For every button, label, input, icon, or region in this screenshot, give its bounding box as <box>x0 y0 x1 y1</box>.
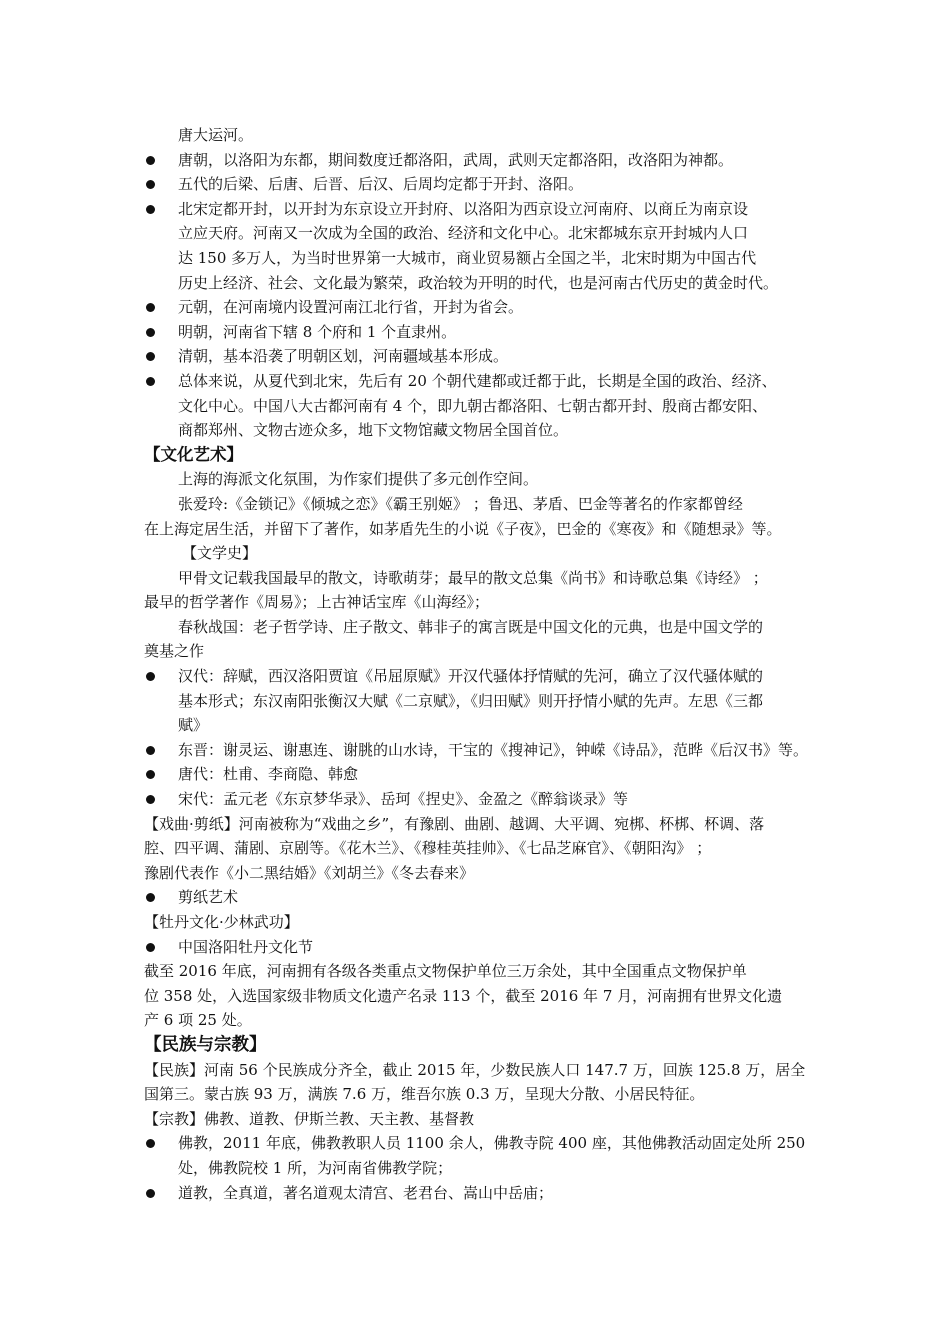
bullet-icon <box>146 205 155 214</box>
list-item-text: 基本形式；东汉南阳张衡汉大赋《二京赋》，《归田赋》则开抒情小赋的先声。左思《三都 <box>178 691 764 710</box>
list-item <box>144 1131 820 1180</box>
list-item-text: 历史上经济、社会、文化最为繁荣，政治较为开明的时代，也是河南古代历史的黄金时代。 <box>178 273 779 292</box>
culture-paragraph: 在上海定居生活，并留下了著作，如茅盾先生的小说《子夜》，巴金的《寒夜》和《随想录》等。 <box>144 519 782 538</box>
section-heading-culture: 【文化艺术】 <box>144 444 243 464</box>
bullet-icon <box>146 943 155 952</box>
ethnic-paragraph: 【民族】河南 56 个民族成分齐全，截止 2015 年，少数民族人口 147.7 万，回族 125.8 万，居全 <box>144 1060 806 1079</box>
list-item <box>144 738 820 763</box>
bullet-icon <box>146 352 155 361</box>
literature-paragraph: 春秋战国：老子哲学诗、庄子散文、韩非子的寓言既是中国文化的元典，也是中国文学的 <box>178 617 764 636</box>
religion-bullet-list <box>144 1131 820 1205</box>
bullet-icon <box>146 672 155 681</box>
bullet-icon <box>146 893 155 902</box>
subsection-heading-peony: 【牡丹文化·少林武功】 <box>144 913 299 931</box>
bullet-icon <box>146 156 155 165</box>
heritage-paragraph: 产 6 项 25 处。 <box>144 1011 252 1030</box>
list-item <box>144 664 820 738</box>
culture-paragraph: 张爱玲:《金锁记》《倾城之恋》《霸王别姬》 ；鲁迅、茅盾、巴金等著名的作家都曾经 <box>178 494 743 513</box>
list-item-text: 赋》 <box>178 716 209 735</box>
culture-paragraph: 上海的海派文化氛围，为作家们提供了多元创作空间。 <box>178 470 539 489</box>
list-item-text: 北宋定都开封，以开封为东京设立开封府、以洛阳为西京设立河南府、以商丘为南京设 <box>178 199 749 218</box>
list-item-text: 唐代：杜甫、李商隐、韩愈 <box>178 765 359 784</box>
list-item-text: 商都郑州、文物古迹众多，地下文物馆藏文物居全国首位。 <box>178 421 569 440</box>
opera-paragraph: 腔、四平调、蒲剧、京剧等。《花木兰》、《穆桂英挂帅》、《七品芝麻官》、《朝阳沟》 ； <box>144 839 712 858</box>
bullet-icon <box>146 770 155 779</box>
list-item <box>144 1181 820 1206</box>
ethnic-paragraph: 国第三。蒙古族 93 万，满族 7.6 万，维吾尔族 0.3 万，呈现大分散、小居民特征。 <box>144 1085 705 1104</box>
list-item <box>144 762 820 787</box>
list-item-text: 宋代：孟元老《东京梦华录》、岳珂《捏史》、金盈之《醉翁谈录》等 <box>178 790 629 809</box>
history-bullet-list <box>144 148 820 443</box>
bullet-icon <box>146 303 155 312</box>
list-item <box>144 885 820 910</box>
list-item-text: 元朝，在河南境内设置河南江北行省，开封为省会。 <box>178 298 524 317</box>
list-item <box>144 787 820 812</box>
section-heading-ethnic: 【民族与宗教】 <box>144 1034 267 1055</box>
bullet-icon <box>146 180 155 189</box>
list-item-text: 汉代：辞赋，西汉洛阳贾谊《吊屈原赋》开汉代骚体抒情赋的先河，确立了汉代骚体赋的 <box>178 667 764 686</box>
bullet-icon <box>146 1189 155 1198</box>
list-item <box>144 295 820 320</box>
bullet-icon <box>146 1139 155 1148</box>
heritage-paragraph: 截至 2016 年底，河南拥有各级各类重点文物保护单位三万余处，其中全国重点文物保护单 <box>144 962 747 981</box>
list-item-text: 达 150 多万人，为当时世界第一大城市，商业贸易额占全国之半，北宋时期为中国古代 <box>178 248 757 267</box>
opera-paragraph: 【戏曲·剪纸】河南被称为“戏曲之乡”，有豫剧、曲剧、越调、大平调、宛梆、杯梆、杯调、落 <box>144 814 765 833</box>
literature-paragraph: 甲骨文记载我国最早的散文，诗歌萌芽；最早的散文总集《尚书》和诗歌总集《诗经》 ； <box>178 568 768 587</box>
list-item-text: 中国洛阳牡丹文化节 <box>178 937 314 956</box>
literature-paragraph: 最早的哲学著作《周易》；上古神话宝库《山海经》； <box>144 593 490 612</box>
list-item-text: 明朝，河南省下辖 8 个府和 1 个直隶州。 <box>178 322 457 341</box>
heritage-paragraph: 位 358 处，入选国家级非物质文化遗产名录 113 个，截至 2016 年 7 月，河南拥有世界文化遗 <box>144 986 783 1005</box>
list-item-text: 总体来说，从夏代到北宋，先后有 20 个朝代建都或迁都于此，长期是全国的政治、经济、 <box>178 371 777 390</box>
list-item-text: 五代的后梁、后唐、后晋、后汉、后周均定都于开封、洛阳。 <box>178 175 584 194</box>
list-item <box>144 369 820 443</box>
list-item-text: 佛教，2011 年底，佛教教职人员 1100 余人，佛教寺院 400 座，其他佛教活动固定处所 250 <box>178 1134 806 1153</box>
list-item-text: 清朝，基本沿袭了明朝区划，河南疆域基本形成。 <box>178 347 509 366</box>
document-body <box>144 123 820 1205</box>
religion-paragraph: 【宗教】佛教、道教、伊斯兰教、天主教、基督教 <box>144 1109 475 1128</box>
list-item <box>144 148 820 173</box>
bullet-icon <box>146 328 155 337</box>
list-item-text: 剪纸艺术 <box>178 888 239 907</box>
list-item-text: 唐朝，以洛阳为东都，期间数度迁都洛阳，武周，武则天定都洛阳，改洛阳为神都。 <box>178 150 734 169</box>
list-item <box>144 320 820 345</box>
list-item-text: 东晋：谢灵运、谢惠连、谢朓的山水诗，干宝的《搜神记》，钟嵘《诗品》，范晔《后汉书》等。 <box>178 740 809 759</box>
list-item-text: 处，佛教院校 1 所，为河南省佛教学院； <box>178 1158 453 1177</box>
literature-bullet-list <box>144 664 820 812</box>
list-item <box>144 935 820 960</box>
list-item <box>144 197 820 295</box>
bullet-icon <box>146 377 155 386</box>
list-item <box>144 344 820 369</box>
subsection-heading-literature: 【文学史】 <box>182 544 258 563</box>
bullet-icon <box>146 746 155 755</box>
bullet-icon <box>146 795 155 804</box>
list-item <box>144 172 820 197</box>
opera-paragraph: 豫剧代表作《小二黑结婚》《刘胡兰》《冬去春来》 <box>144 863 475 882</box>
list-item-text: 文化中心。中国八大古都河南有 4 个，即九朝古都洛阳、七朝古都开封、殷商古都安阳、 <box>178 396 768 415</box>
list-item-text: 立应天府。河南又一次成为全国的政治、经济和文化中心。北宋都城东京开封城内人口 <box>178 224 749 243</box>
paragraph-continued: 唐大运河。 <box>178 126 254 144</box>
list-item-text: 道教，全真道，著名道观太清宫、老君台、嵩山中岳庙； <box>178 1183 554 1202</box>
literature-paragraph: 奠基之作 <box>144 642 205 661</box>
